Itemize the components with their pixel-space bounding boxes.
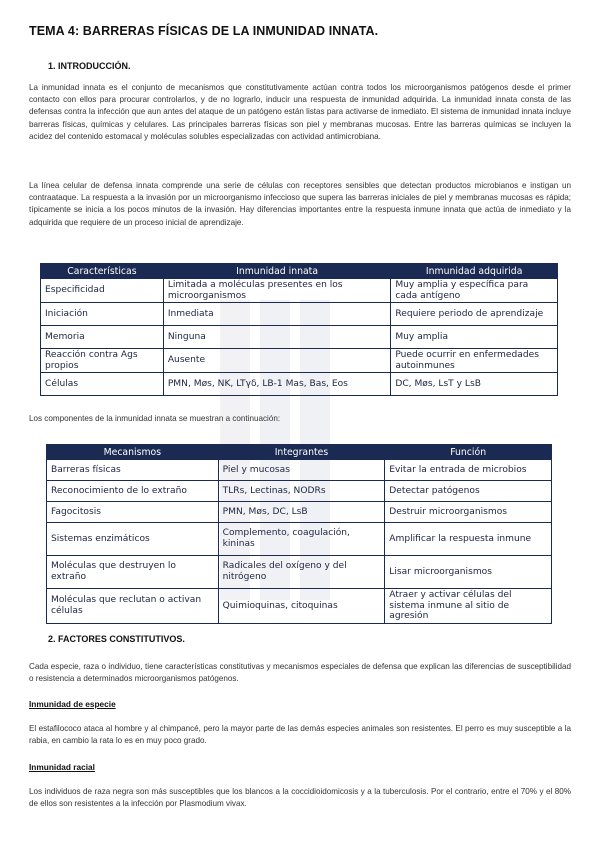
table-header-row (47, 445, 552, 460)
subheading-inmunidad-especie: Inmunidad de especie (29, 699, 116, 709)
table-cell: Amplificar la respuesta inmune (385, 523, 552, 556)
column-header: Función (385, 445, 552, 460)
table-row (47, 502, 552, 523)
column-header: Características (41, 264, 164, 279)
table-row (47, 460, 552, 481)
table-cell: Puede ocurrir en enfermedades autoinmunes (391, 349, 558, 373)
table-cell: Iniciación (41, 303, 164, 326)
table-cell: Requiere periodo de aprendizaje (391, 303, 558, 326)
factores-paragraph-2: El estafilococo ataca al hombre y al chimpancé, pero la mayor parte de las demás especies animales son resistentes. El perro es muy susceptible a la rabia, en cambio la rata lo es en muy poco grado. (29, 724, 571, 746)
column-header: Integrantes (218, 445, 385, 460)
table-row (41, 326, 558, 349)
table-cell: Quimioquinas, citoquinas (218, 589, 385, 624)
section-heading-factores: 2. FACTORES CONSTITUTIVOS. (48, 634, 185, 644)
table-cell: Reconocimiento de lo extraño (47, 481, 219, 502)
table-cell: Fagocitosis (47, 502, 219, 523)
table-cell: Atraer y activar células del sistema inmune al sitio de agresión (385, 589, 552, 624)
column-header: Inmunidad innata (163, 264, 390, 279)
table-row (41, 303, 558, 326)
table-cell: Sistemas enzimáticos (47, 523, 219, 556)
table-row (47, 589, 552, 624)
table-cell: Radicales del oxígeno y del nitrógeno (218, 556, 385, 589)
table-row (47, 481, 552, 502)
table-header-row (41, 264, 558, 279)
table-cell: Piel y mucosas (218, 460, 385, 481)
table-row (41, 373, 558, 396)
table-cell: Moléculas que destruyen lo extraño (47, 556, 219, 589)
table-cell: DC, Møs, LsT y LsB (391, 373, 558, 396)
table-cell: Limitada a moléculas presentes en los microorganismos (163, 279, 390, 303)
table-cell: Moléculas que reclutan o activan células (47, 589, 219, 624)
table-cell: Lisar microorganismos (385, 556, 552, 589)
table-cell: TLRs, Lectinas, NODRs (218, 481, 385, 502)
components-table (46, 444, 552, 624)
intro-paragraph-2: La línea celular de defensa innata comprende una serie de células con receptores sensibles que detectan productos microbianos e instigan un contraataque. La respuesta a la invasión por un microorganismo infeccioso que supera las barreras iniciales de piel y membranas mucosas es rápida; típicamente se inicia a los pocos minutos de la invasión. Hay diferencias importantes entre la respuesta inmune innata que actúa de inmediato y la adquirida que requiere de un proceso inicial de aprendizaje. (29, 181, 571, 227)
table-cell: Células (41, 373, 164, 396)
table-row (41, 279, 558, 303)
subheading-inmunidad-racial: Inmunidad racial (29, 762, 95, 772)
table-cell: Ninguna (163, 326, 390, 349)
column-header: Inmunidad adquirida (391, 264, 558, 279)
page-title: TEMA 4: BARRERAS FÍSICAS DE LA INMUNIDAD INNATA. (29, 24, 379, 38)
components-intro-text: Los componentes de la inmunidad innata se muestran a continuación: (29, 414, 281, 423)
factores-paragraph-1: Cada especie, raza o individuo, tiene características constitutivas y mecanismos especiales de defensa que explican las diferencias de susceptibilidad o resistencia a determinados microorganismos patógenos. (29, 662, 571, 684)
comparison-table (40, 263, 558, 396)
factores-paragraph-3: Los individuos de raza negra son más susceptibles que los blancos a la coccidioidomicosis y a la tuberculosis. Por el contrario, entre el 70% y el 80% de ellos son resistentes a la infección por Plasmodium vivax. (29, 787, 571, 809)
table-cell: Especificidad (41, 279, 164, 303)
table-cell: Memoria (41, 326, 164, 349)
table-cell: Destruir microorganismos (385, 502, 552, 523)
table-cell: Complemento, coagulación, kininas (218, 523, 385, 556)
column-header: Mecanismos (47, 445, 219, 460)
table-cell: Muy amplia (391, 326, 558, 349)
intro-paragraph-1: La inmunidad innata es el conjunto de mecanismos que constitutivamente actúan contra todos los microorganismos patógenos desde el primer contacto con ellos para procurar controlarlos, y de no lograrlo, inducir una respuesta de inmunidad adquirida. La inmunidad innata consta de las defensas contra la infección que aun antes del ataque de un patógeno están listas para activarse de inmediato. El sistema de inmunidad innata incluye barreras físicas, químicas y celulares. Las principales barreras físicas son piel y membranas mucosas. Entre las barreras químicas se incluyen la acidez del contenido estomacal y moléculas solubles especializadas con actividad antimicrobiana. (29, 83, 571, 141)
table-cell: Evitar la entrada de microbios (385, 460, 552, 481)
table-row (47, 523, 552, 556)
section-heading-introduccion: 1. INTRODUCCIÓN. (48, 61, 131, 71)
table-cell: Muy amplia y específica para cada antígeno (391, 279, 558, 303)
table-cell: Ausente (163, 349, 390, 373)
table-cell: Barreras físicas (47, 460, 219, 481)
table-cell: Inmediata (163, 303, 390, 326)
table-cell: Reacción contra Ags propios (41, 349, 164, 373)
table-cell: PMN, Møs, DC, LsB (218, 502, 385, 523)
table-cell: Detectar patógenos (385, 481, 552, 502)
table-row (41, 349, 558, 373)
table-row (47, 556, 552, 589)
table-cell: PMN, Møs, NK, LTγδ, LB-1 Mas, Bas, Eos (163, 373, 390, 396)
